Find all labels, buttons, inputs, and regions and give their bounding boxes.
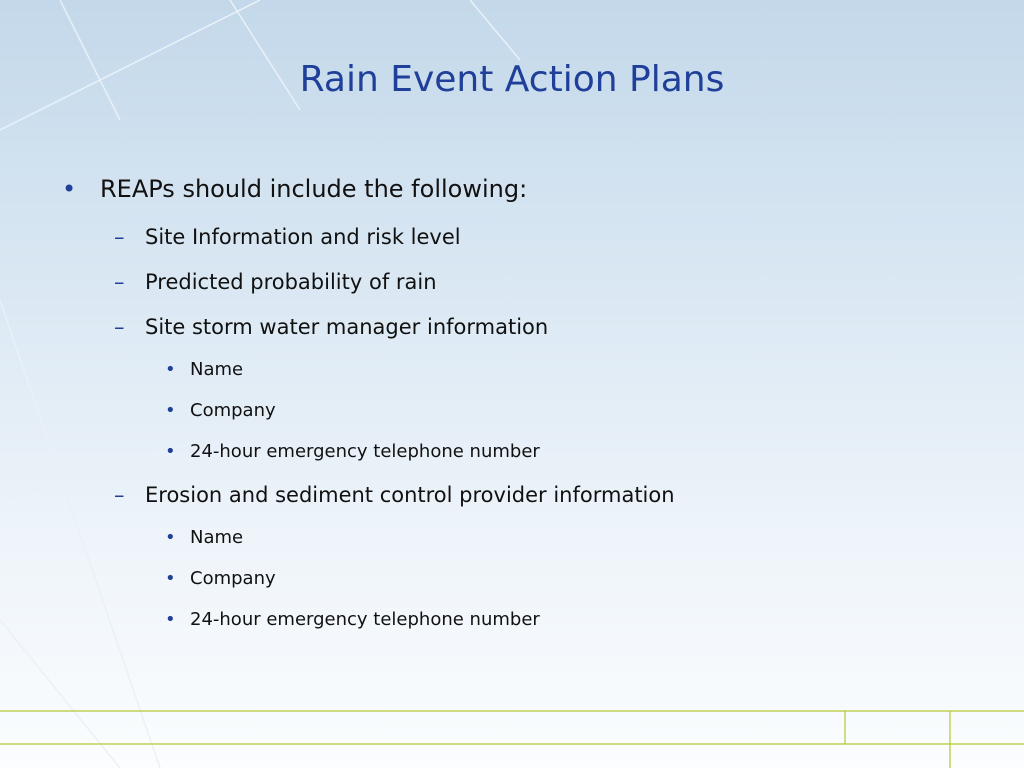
bullet-marker: • bbox=[165, 359, 176, 380]
bullet-level3: Company bbox=[190, 400, 276, 421]
bullet-level3: 24-hour emergency telephone number bbox=[190, 441, 540, 462]
bullet-marker: • bbox=[165, 527, 176, 548]
bullet-marker: • bbox=[165, 609, 176, 630]
dash-marker: – bbox=[114, 483, 125, 507]
bullet-level2: Site Information and risk level bbox=[145, 225, 461, 249]
bullet-level1: REAPs should include the following: bbox=[100, 175, 528, 203]
bullet-level2: Site storm water manager information bbox=[145, 315, 549, 339]
dash-marker: – bbox=[114, 225, 125, 249]
bullet-marker: • bbox=[62, 175, 77, 203]
dash-marker: – bbox=[114, 270, 125, 294]
bullet-level3: 24-hour emergency telephone number bbox=[190, 609, 540, 630]
slide-title: Rain Event Action Plans bbox=[299, 59, 725, 100]
bullet-level3: Name bbox=[190, 359, 244, 380]
bullet-level2: Erosion and sediment control provider information bbox=[145, 483, 675, 507]
bullet-marker: • bbox=[165, 441, 176, 462]
dash-marker: – bbox=[114, 315, 125, 339]
bullet-level3: Name bbox=[190, 527, 244, 548]
bullet-level2: Predicted probability of rain bbox=[145, 270, 437, 294]
bullet-level3: Company bbox=[190, 568, 276, 589]
bullet-marker: • bbox=[165, 400, 176, 421]
bullet-marker: • bbox=[165, 568, 176, 589]
